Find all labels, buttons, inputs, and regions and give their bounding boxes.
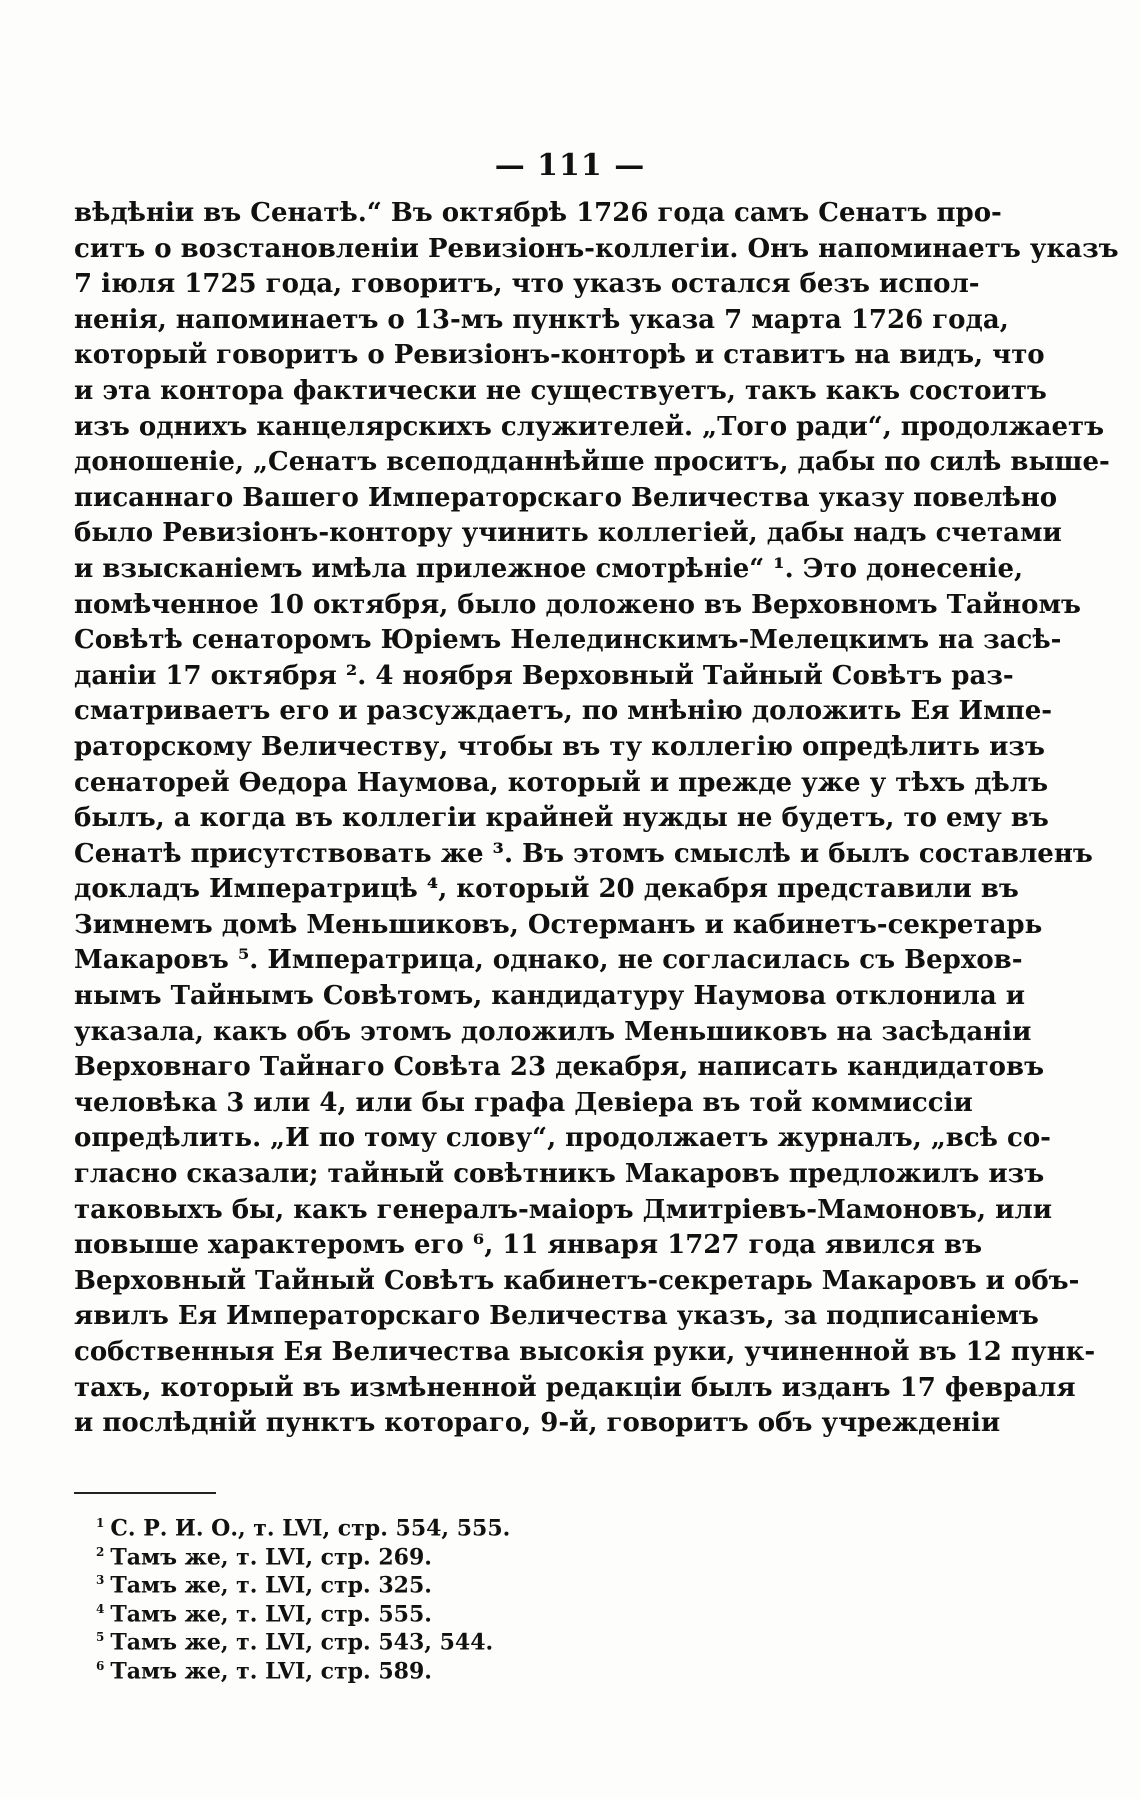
footnote-text: Тамъ же, т. LVI, стр. 543, 544.	[110, 1629, 494, 1656]
footnote-mark: 2	[96, 1544, 105, 1559]
footnote-mark: 6	[96, 1658, 105, 1673]
text-line: раторскому Величеству, чтобы въ ту коллегію опредѣлить изъ	[74, 731, 1045, 762]
text-line: тахъ, который въ измѣненной редакціи былъ изданъ 17 февраля	[74, 1372, 1076, 1403]
footnote-separator	[74, 1492, 216, 1494]
body-text	[74, 196, 1119, 1442]
text-line: докладъ Императрицѣ ⁴, который 20 декабря представили въ	[74, 874, 1019, 905]
text-line: писаннаго Вашего Императорскаго Величества указу повелѣно	[74, 482, 1058, 513]
text-line: который говоритъ о Ревизіонъ-конторѣ и ставитъ на видъ, что	[74, 340, 1045, 371]
text-line: указала, какъ объ этомъ доложилъ Меньшиковъ на засѣданіи	[74, 1016, 1032, 1047]
page-number: — 111 —	[494, 148, 646, 183]
text-line: даніи 17 октября ². 4 ноября Верховный Тайный Совѣтъ раз-	[74, 660, 1014, 691]
footnote	[96, 1509, 796, 1542]
footnote-mark: 1	[96, 1516, 105, 1530]
footnote-mark: 4	[96, 1601, 105, 1616]
footnote	[96, 1538, 796, 1570]
footnote	[96, 1566, 796, 1599]
text-line: и взысканіемъ имѣла прилежное смотрѣніе“ ¹. Это донесеніе,	[74, 553, 1024, 584]
text-line: изъ однихъ канцелярскихъ служителей. „Того ради“, продолжаетъ	[74, 411, 1105, 442]
text-line: ненія, напоминаетъ о 13-мъ пунктѣ указа 7 марта 1726 года,	[74, 304, 1009, 335]
text-line: ситъ о возстановленіи Ревизіонъ-коллегіи. Онъ напоминаетъ указъ	[74, 233, 1119, 264]
footnote-mark: 3	[96, 1573, 105, 1587]
text-line: явилъ Ея Императорскаго Величества указъ, за подписаніемъ	[74, 1301, 1039, 1332]
footnote-mark: 5	[96, 1630, 105, 1644]
text-line: и послѣдній пунктъ котораго, 9-й, говоритъ объ учрежденіи	[74, 1408, 1001, 1439]
text-line: собственныя Ея Величества высокія руки, учиненной въ 12 пунк-	[74, 1337, 1096, 1367]
text-line: было Ревизіонъ-контору учинить коллегіей, дабы надъ счетами	[74, 518, 1062, 549]
text-line: Верховный Тайный Совѣтъ кабинетъ-секретарь Макаровъ и объ-	[74, 1265, 1080, 1296]
footnote-text: Тамъ же, т. LVI, стр. 325.	[110, 1572, 432, 1599]
footnotes	[96, 1509, 796, 1684]
text-line: доношеніе, „Сенатъ всеподданнѣйше проситъ, дабы по силѣ выше-	[74, 447, 1110, 478]
footnote-text: Тамъ же, т. LVI, стр. 269.	[110, 1543, 432, 1570]
footnote	[96, 1595, 796, 1627]
footnote	[96, 1652, 796, 1684]
text-line: таковыхъ бы, какъ генералъ-маіоръ Дмитріевъ-Мамоновъ, или	[74, 1194, 1053, 1225]
text-line: былъ, а когда въ коллегіи крайней нужды не будетъ, то ему въ	[74, 803, 1049, 834]
footnote-text: Тамъ же, т. LVI, стр. 589.	[110, 1657, 432, 1684]
text-line: Совѣтѣ сенаторомъ Юріемъ Нелединскимъ-Мелецкимъ на засѣ-	[74, 625, 1062, 656]
text-line: Зимнемъ домѣ Меньшиковъ, Остерманъ и кабинетъ-секретарь	[74, 909, 1043, 940]
footnote-text: Тамъ же, т. LVI, стр. 555.	[110, 1600, 432, 1627]
text-line: 7 іюля 1725 года, говоритъ, что указъ остался безъ испол-	[74, 269, 980, 300]
text-line: вѣдѣніи въ Сенатѣ.“ Въ октябрѣ 1726 года самъ Сенатъ про-	[74, 198, 1002, 228]
text-line: сенаторей Өедора Наумова, который и прежде уже у тѣхъ дѣлъ	[74, 767, 1049, 798]
footnote-text: С. Р. И. О., т. LVI, стр. 554, 555.	[110, 1515, 511, 1542]
text-line: гласно сказали; тайный совѣтникъ Макаровъ предложилъ изъ	[74, 1159, 1045, 1190]
text-line: Макаровъ ⁵. Императрица, однако, не согласилась съ Верхов-	[74, 945, 1023, 976]
text-line: опредѣлить. „И по тому слову“, продолжаетъ журналъ, „всѣ со-	[74, 1123, 1051, 1154]
text-line: помѣченное 10 октября, было доложено въ Верховномъ Тайномъ	[74, 589, 1082, 620]
text-line: Верховнаго Тайнаго Совѣта 23 декабря, написать кандидатовъ	[74, 1052, 1045, 1083]
footnote	[96, 1623, 796, 1656]
text-line: Сенатѣ присутствовать же ³. Въ этомъ смыслѣ и былъ составленъ	[74, 838, 1093, 869]
text-line: нымъ Тайнымъ Совѣтомъ, кандидатуру Наумова отклонила и	[74, 981, 1026, 1012]
text-line: повыше характеромъ его ⁶, 11 января 1727 года явился въ	[74, 1230, 983, 1261]
text-line: человѣка 3 или 4, или бы графа Девіера въ той коммиссіи	[74, 1087, 973, 1118]
text-line: и эта контора фактически не существуетъ, такъ какъ состоитъ	[74, 375, 1047, 406]
text-line: сматриваетъ его и разсуждаетъ, по мнѣнію доложить Ея Импе-	[74, 696, 1053, 727]
